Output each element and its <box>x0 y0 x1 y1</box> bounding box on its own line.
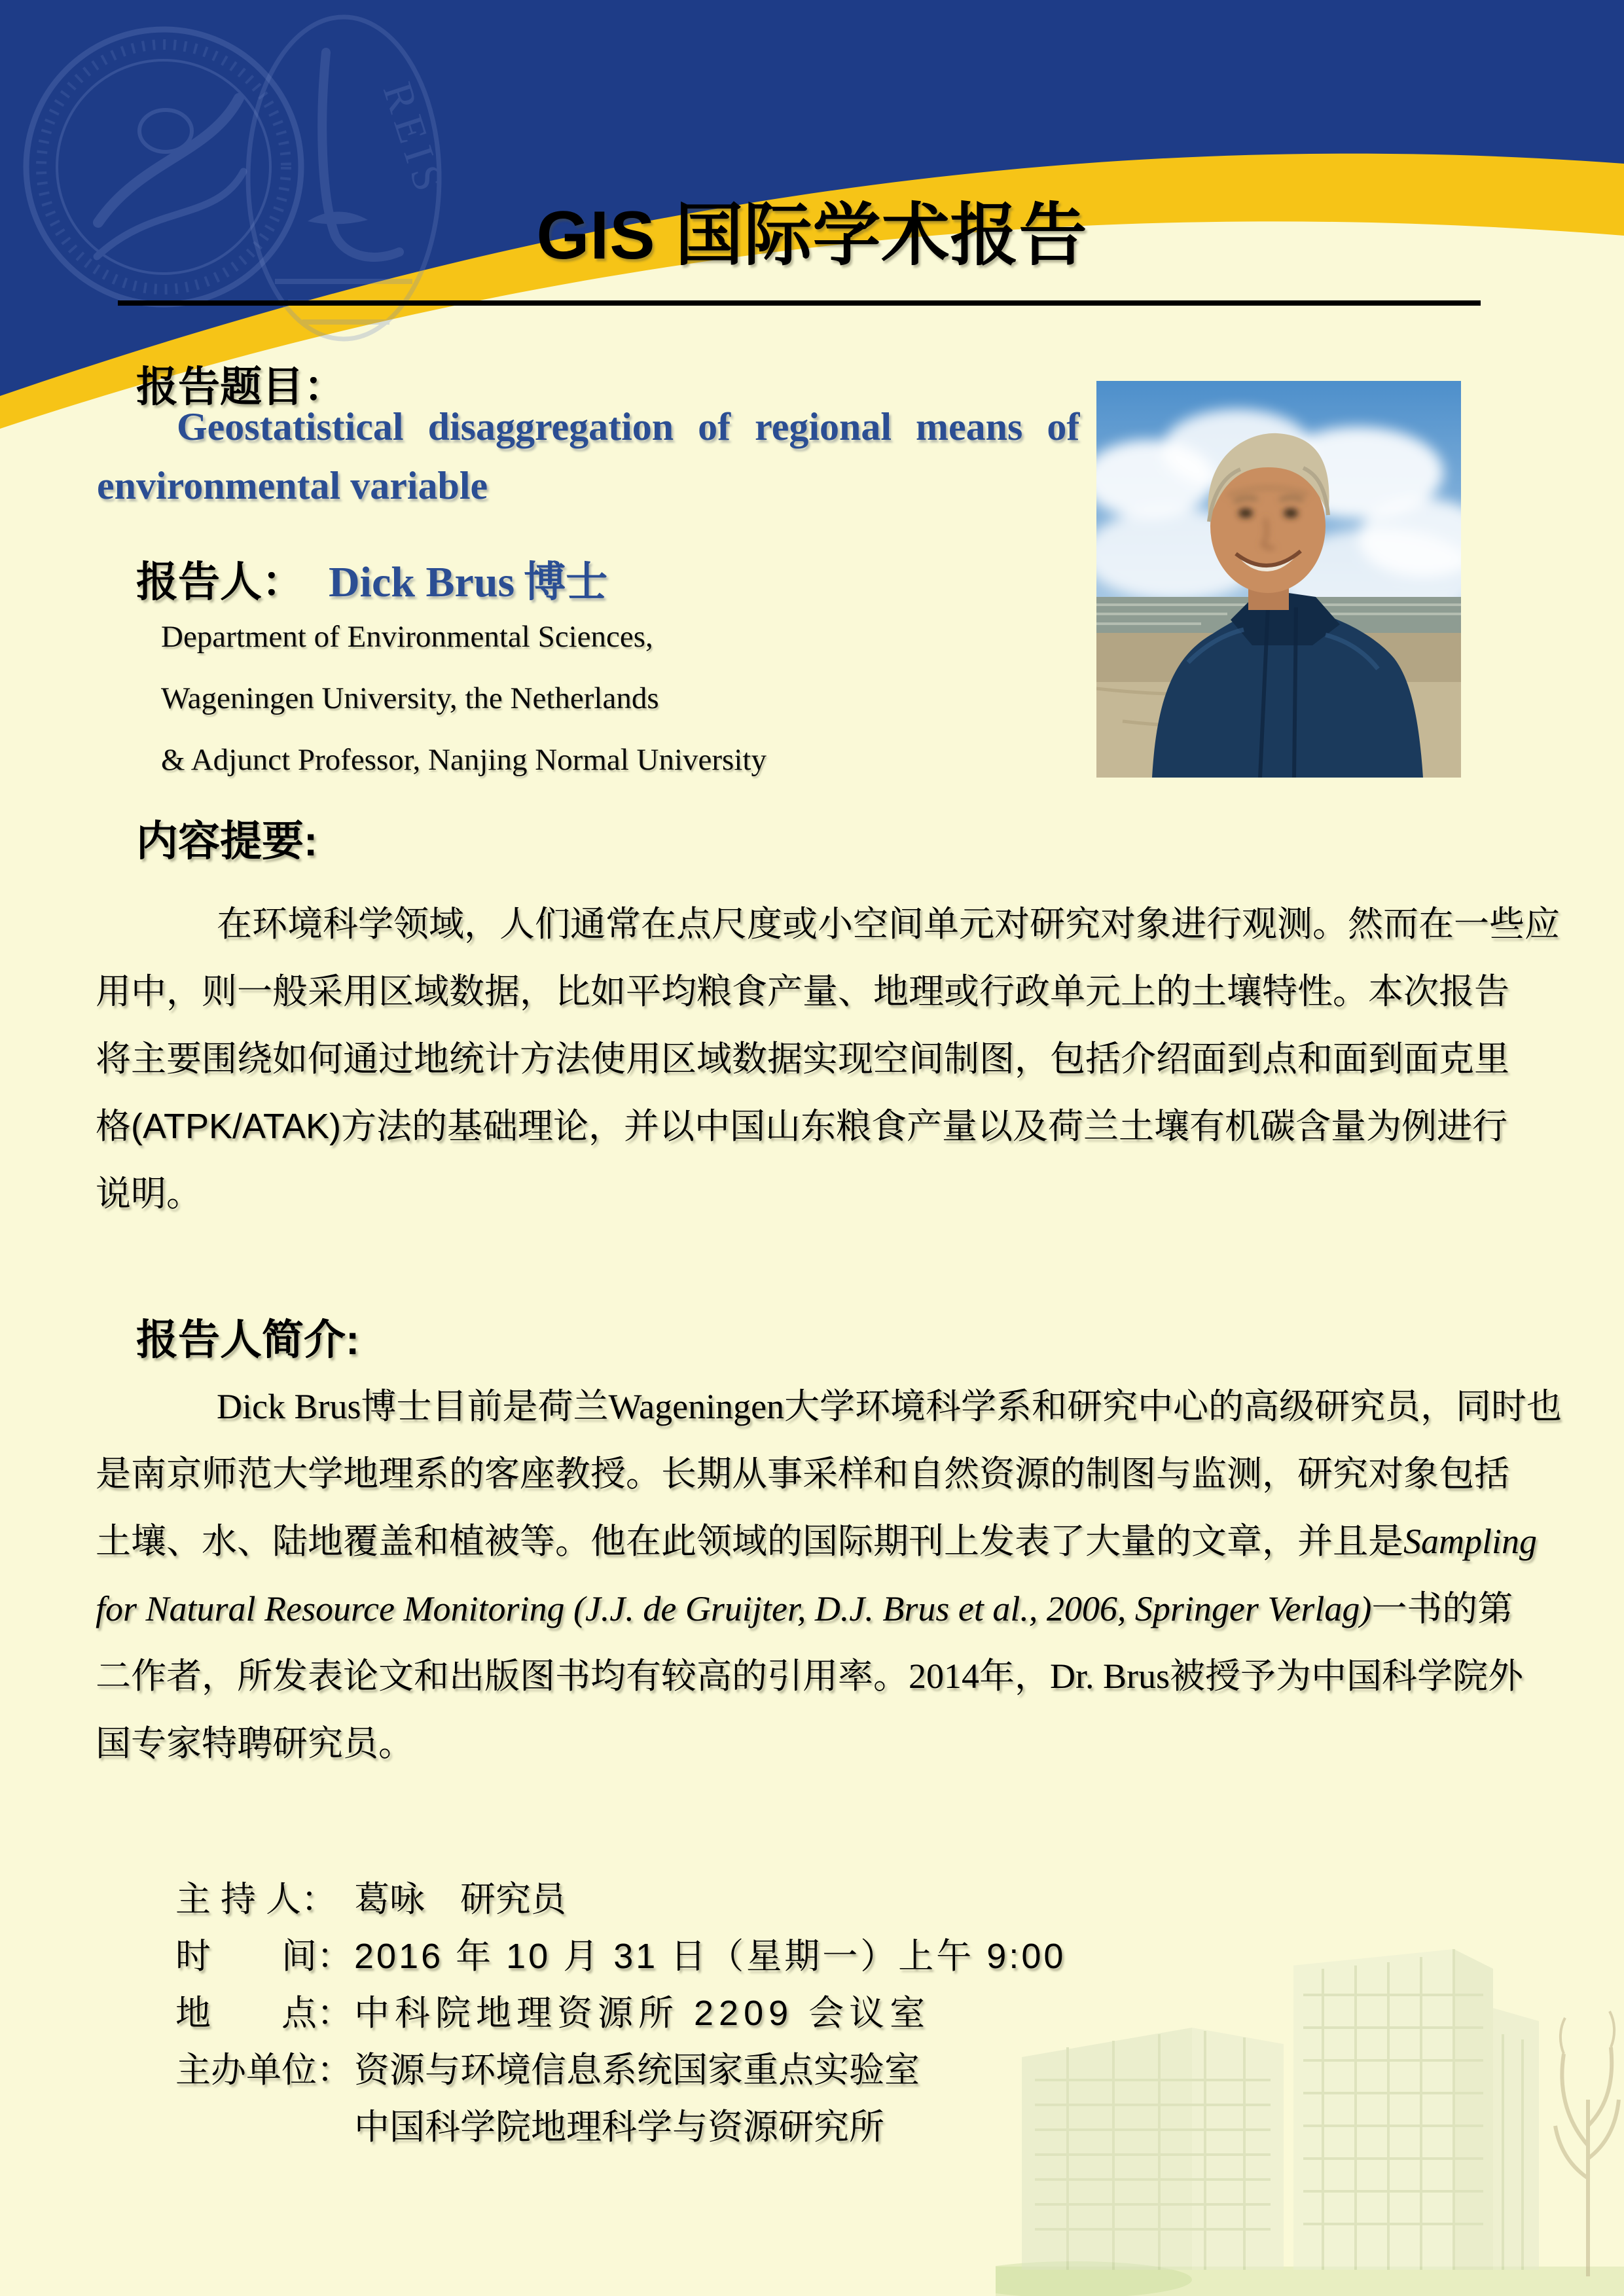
organizer-value-2: 中国科学院地理科学与资源研究所 <box>354 2107 885 2147</box>
abstract-line: 说明。 <box>96 1174 202 1213</box>
host-label: 主 持 人： <box>175 1879 337 1919</box>
affiliation-line: Department of Environmental Sciences, <box>161 620 653 654</box>
location-value: 中科院地理资源所 2209 会议室 <box>354 1993 931 2033</box>
bio-line: 二作者，所发表论文和出版图书均有较高的引用率。2014年，Dr. Brus被授予为中国科学院外 <box>96 1657 1524 1696</box>
abstract-line: 格(ATPK/ATAK)方法的基础理论，并以中国山东粮食产量以及荷兰土壤有机碳含量为例进行 <box>96 1107 1508 1146</box>
bio-line: 国专家特聘研究员。 <box>96 1724 414 1763</box>
speaker-photo <box>1096 381 1461 778</box>
organizer-value: 资源与环境信息系统国家重点实验室 <box>354 2050 920 2090</box>
affiliation-line: Wageningen University, the Netherlands <box>161 681 659 715</box>
abstract-line: 在环境科学领域，人们通常在点尺度或小空间单元对研究对象进行观测。然而在一些应 <box>217 905 1560 944</box>
speaker-degree: 博士 <box>524 558 608 605</box>
lreis-letters: REIS <box>374 77 455 203</box>
bio-line: for Natural Resource Monitoring (J.J. de Gruijter, D.J. Brus et al., 2006, Springer Verlag)一书的第 <box>96 1589 1513 1628</box>
bio-line: Dick Brus博士目前是荷兰Wageningen大学环境科学系和研究中心的高级研究员，同时也 <box>217 1387 1562 1426</box>
bio-line: 是南京师范大学地理系的客座教授。长期从事采样和自然资源的制图与监测，研究对象包括 <box>96 1454 1509 1494</box>
organizer-label: 主办单位： <box>175 2050 353 2090</box>
host-value: 葛咏 研究员 <box>354 1879 567 1919</box>
title-underline <box>118 300 1481 306</box>
speaker-row <box>136 548 607 609</box>
organizer-row-2 <box>136 2064 884 2191</box>
affiliation-line: & Adjunct Professor, Nanjing Normal University <box>161 743 767 777</box>
building-watermark <box>996 1929 1624 2296</box>
topic-label: 报告题目： <box>136 363 346 410</box>
abstract-line: 用中，则一般采用区域数据，比如平均粮食产量、地理或行政单元上的土壤特性。本次报告 <box>96 972 1509 1011</box>
report-title-line2: environmental variable <box>97 464 488 507</box>
page-title: GIS 国际学术报告 <box>536 198 1088 274</box>
speaker-label: 报告人： <box>136 558 304 605</box>
bio-heading: 报告人简介: <box>136 1316 360 1363</box>
time-value: 2016 年 10 月 31 日（星期一）上午 9:00 <box>354 1936 1066 1976</box>
bio-line: 土壤、水、陆地覆盖和植被等。他在此领域的国际期刊上发表了大量的文章，并且是Sampling <box>96 1522 1538 1561</box>
report-title-line1: Geostatistical disaggregation of regional means of <box>177 405 1080 448</box>
abstract-heading: 内容提要: <box>136 817 318 865</box>
abstract-line: 将主要围绕如何通过地统计方法使用区域数据实现空间制图，包括介绍面到点和面到面克里 <box>96 1039 1509 1079</box>
speaker-name: Dick Brus <box>329 558 515 606</box>
time-label: 时 间： <box>175 1936 353 1976</box>
location-label: 地 点： <box>175 1993 353 2033</box>
